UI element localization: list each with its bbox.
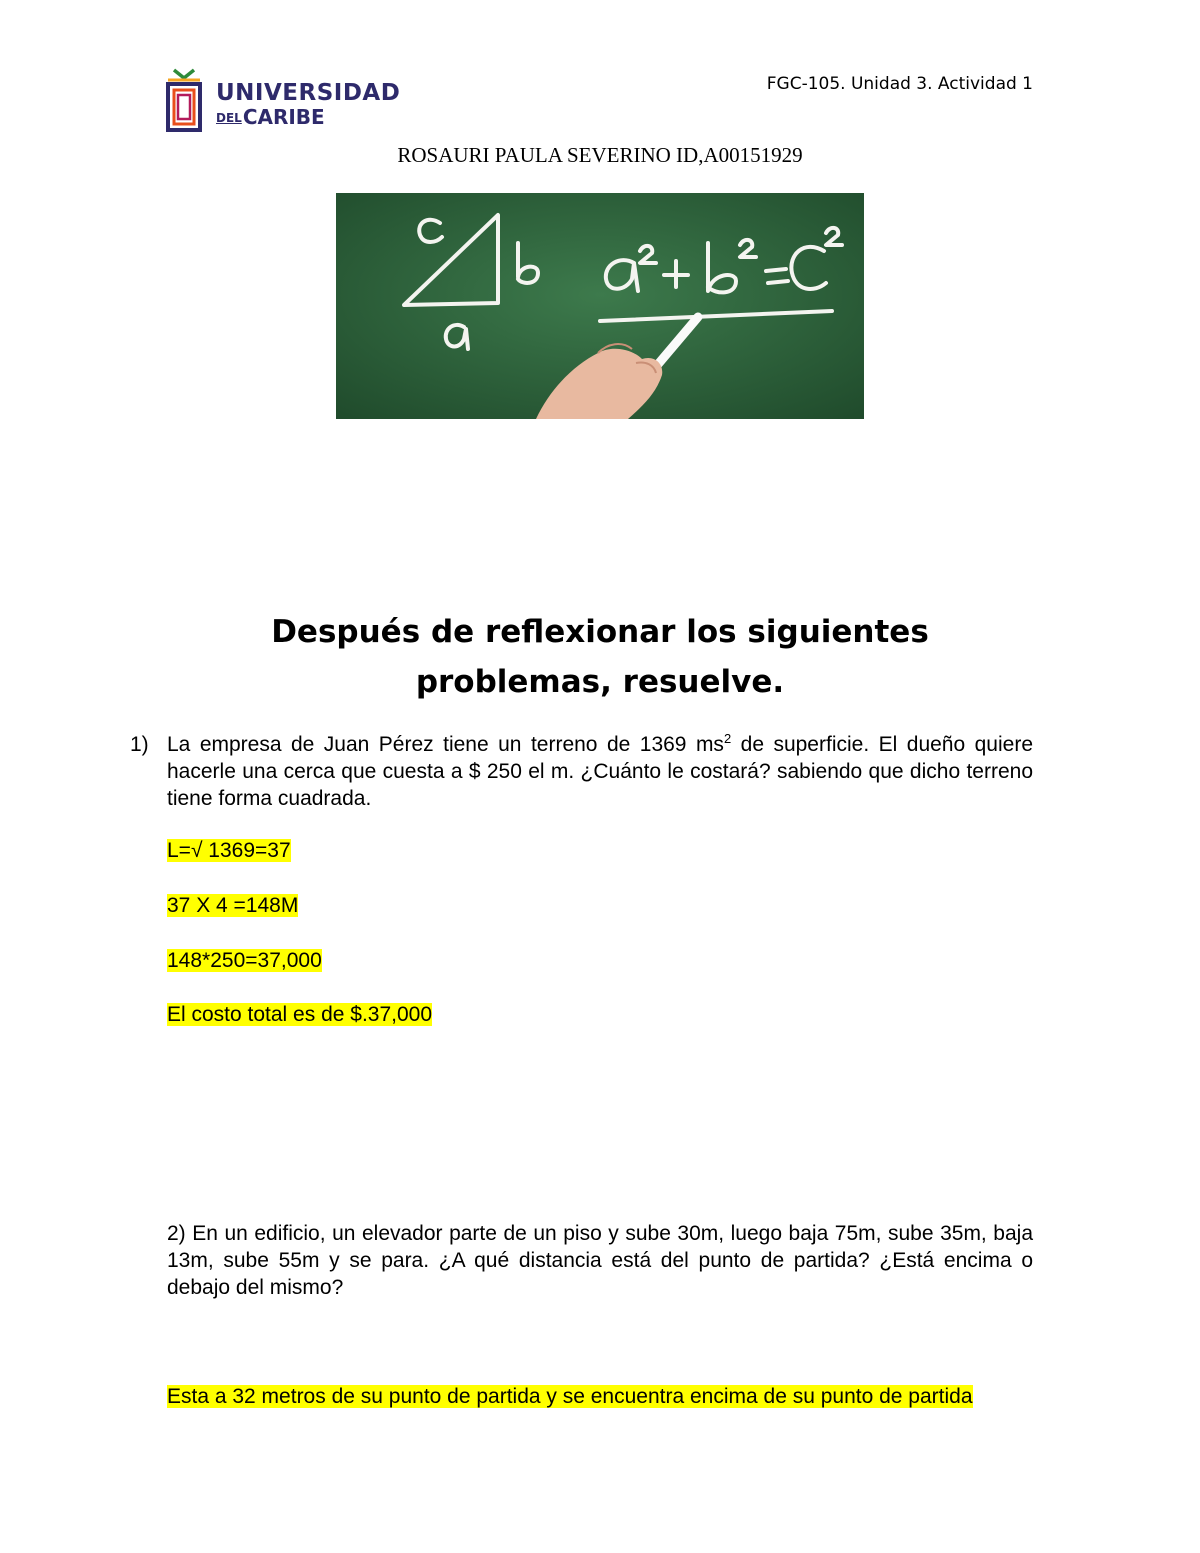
answer-1-line-2-text: 37 X 4 =148M bbox=[167, 894, 299, 917]
course-code: FGC-105. Unidad 3. Actividad 1 bbox=[766, 74, 1033, 94]
logo-line-2 bbox=[216, 107, 400, 127]
answer-1-line-2 bbox=[167, 893, 298, 918]
answer-1-line-4 bbox=[167, 1002, 432, 1027]
problem-1 bbox=[130, 731, 1033, 812]
logo-mark-icon bbox=[168, 70, 200, 130]
problem-1-text bbox=[167, 731, 1033, 812]
title-line-2: problemas, resuelve. bbox=[415, 664, 785, 700]
answer-1-line-4-text: El costo total es de $.37,000 bbox=[167, 1003, 433, 1026]
problem-1-text-b: de superficie. El dueño quiere hacerle una cerca que cuesta a $ 250 el m. ¿Cuánto le costará? sabiendo que dicho terreno tiene forma cuadrada. bbox=[167, 733, 1033, 810]
chalkboard-pythagoras-image bbox=[336, 193, 864, 419]
logo-caribe: CARIBE bbox=[242, 105, 325, 129]
answer-1-line-3-text: 148*250=37,000 bbox=[167, 949, 322, 972]
answer-2 bbox=[167, 1384, 973, 1409]
answer-1-line-3 bbox=[167, 948, 322, 973]
title-line-1: Después de reflexionar los siguientes bbox=[271, 614, 929, 650]
problem-1-text-a: La empresa de Juan Pérez tiene un terreno de 1369 ms bbox=[167, 733, 724, 756]
problem-1-number: 1) bbox=[130, 733, 149, 756]
logo-wordmark bbox=[216, 82, 400, 127]
logo-line-1: UNIVERSIDAD bbox=[216, 80, 401, 106]
logo-del: DEL bbox=[216, 111, 242, 125]
problem-1-superscript: 2 bbox=[723, 731, 732, 746]
page-title bbox=[150, 607, 1050, 707]
answer-2-text: Esta a 32 metros de su punto de partida y se encuentra encima de su punto de partida bbox=[167, 1385, 973, 1408]
answer-1-line-1 bbox=[167, 838, 291, 863]
student-name-id: ROSAURI PAULA SEVERINO ID,A00151929 bbox=[397, 143, 803, 167]
problem-2 bbox=[167, 1220, 1033, 1301]
problem-2-number: 2) bbox=[167, 1222, 186, 1245]
problem-2-text: En un edificio, un elevador parte de un piso y sube 30m, luego baja 75m, sube 35m, baja 13m, sube 55m y se para. ¿A qué distancia está del punto de partida? ¿Está encima o debajo del mismo? bbox=[167, 1222, 1034, 1299]
answer-1-line-1-text: L=√ 1369=37 bbox=[167, 839, 291, 862]
